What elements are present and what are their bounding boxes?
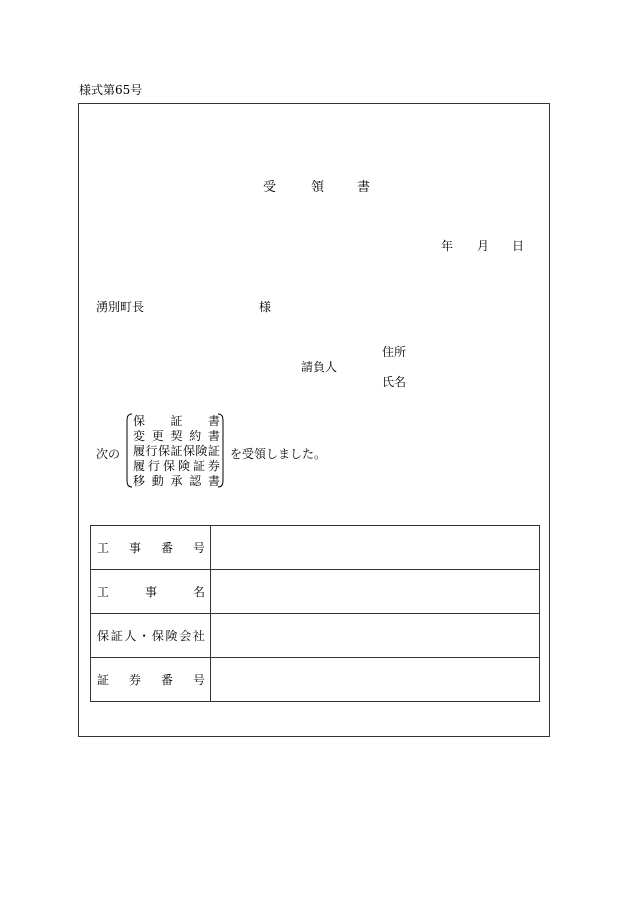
row-label-char: 社 xyxy=(192,629,205,643)
contractor-label: 請負人 xyxy=(301,360,338,374)
document-item xyxy=(133,429,220,444)
document-item-char: 保 xyxy=(182,444,195,458)
row-value[interactable] xyxy=(211,526,540,570)
document-item-char: 承 xyxy=(170,474,183,488)
document-item-char: 書 xyxy=(207,474,220,488)
title-char: 受 xyxy=(263,180,277,195)
form-number: 様式第65号 xyxy=(79,83,143,97)
document-item-char: 行 xyxy=(147,459,160,473)
document-item xyxy=(133,414,220,429)
row-label-char: 番 xyxy=(160,541,173,555)
statement-trail: を受領しました。 xyxy=(230,447,327,461)
statement-lead: 次の xyxy=(96,447,121,461)
date-month-label: 月 xyxy=(477,239,490,253)
document-item-char: 証 xyxy=(170,444,183,458)
row-label-char: 事 xyxy=(128,541,141,555)
document-item-char: 券 xyxy=(207,459,220,473)
row-label xyxy=(91,658,211,702)
row-label-char: 保 xyxy=(97,629,110,643)
info-table xyxy=(90,525,540,702)
date-year-label: 年 xyxy=(441,239,454,253)
row-label-char: 号 xyxy=(192,541,205,555)
row-value[interactable] xyxy=(211,658,540,702)
document-item-char: 認 xyxy=(189,474,202,488)
title-char: 書 xyxy=(357,180,371,195)
document-item-char: 証 xyxy=(207,444,220,458)
row-label xyxy=(91,614,211,658)
table-row xyxy=(91,614,540,658)
document-item xyxy=(133,459,220,474)
row-value[interactable] xyxy=(211,570,540,614)
document-item-char: 変 xyxy=(133,429,146,443)
table-row xyxy=(91,570,540,614)
row-label-char: 保 xyxy=(151,629,164,643)
document-item-char: 更 xyxy=(151,429,164,443)
row-label-char: 険 xyxy=(165,629,178,643)
row-label-char: 券 xyxy=(128,673,141,687)
document-item-char: 書 xyxy=(207,429,220,443)
document-item-char: 履 xyxy=(133,459,146,473)
row-label-char: 会 xyxy=(179,629,192,643)
row-label-char: 人 xyxy=(124,629,137,643)
document-item-char: 険 xyxy=(195,444,208,458)
row-label xyxy=(91,526,211,570)
document-item-char: 移 xyxy=(133,474,146,488)
table-row xyxy=(91,658,540,702)
honorific: 様 xyxy=(259,300,272,314)
title-char: 領 xyxy=(311,180,325,195)
document-item-char: 契 xyxy=(170,429,183,443)
row-label-char: 事 xyxy=(144,585,157,599)
row-label-char: 号 xyxy=(192,673,205,687)
row-label-char: 番 xyxy=(160,673,173,687)
date-day-label: 日 xyxy=(512,239,525,253)
row-label-char: 工 xyxy=(97,541,110,555)
row-label-char: 名 xyxy=(192,585,205,599)
document-item-char: 保 xyxy=(133,414,146,428)
row-value[interactable] xyxy=(211,614,540,658)
document-item-char: 保 xyxy=(157,444,170,458)
document-item-char: 動 xyxy=(151,474,164,488)
document-item-char: 証 xyxy=(170,414,183,428)
document-item-char: 証 xyxy=(192,459,205,473)
name-label: 氏名 xyxy=(382,375,407,389)
row-label-char: ・ xyxy=(138,629,151,643)
document-item xyxy=(133,444,220,459)
document-item-char: 約 xyxy=(189,429,202,443)
document-item-char: 険 xyxy=(177,459,190,473)
document-item xyxy=(133,474,220,489)
row-label xyxy=(91,570,211,614)
document-item-char: 履 xyxy=(133,444,146,458)
document-item-char: 書 xyxy=(207,414,220,428)
document-item-char: 行 xyxy=(145,444,158,458)
row-label-char: 工 xyxy=(97,585,110,599)
table-row xyxy=(91,526,540,570)
address-label: 住所 xyxy=(382,345,407,359)
addressee: 湧別町長 xyxy=(96,300,145,314)
row-label-char: 証 xyxy=(110,629,123,643)
row-label-char: 証 xyxy=(97,673,110,687)
document-item-char: 保 xyxy=(162,459,175,473)
